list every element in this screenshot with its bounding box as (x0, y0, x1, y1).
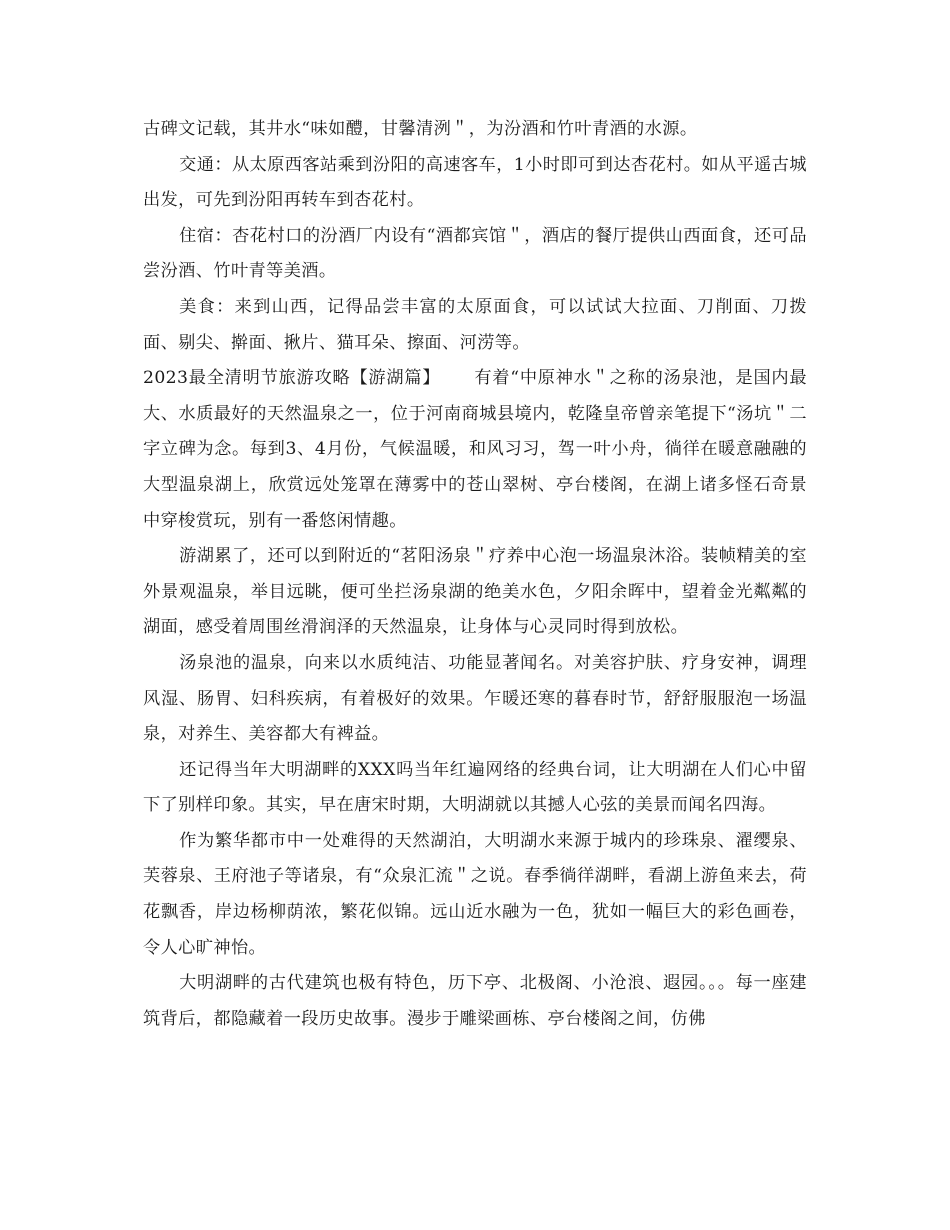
section-heading: 2023最全清明节旅游攻略【游湖篇】 (143, 368, 441, 389)
paragraph: 古碑文记载，其井水“味如醴，甘馨清洌＂，为汾酒和竹叶青酒的水源。 (143, 119, 698, 139)
paragraph: 大明湖畔的古代建筑也极有特色，历下亭、北极阁、小沧浪、遐园。。。每一座建筑背后，都隐藏着一段历史故事。漫步于雕梁画栋、亭台楼阁之间，仿佛 (143, 973, 807, 1029)
paragraph: 汤泉池的温泉，向来以水质纯洁、功能显著闻名。对美容护肤、疗身安神，调理风湿、肠胃、妇科疾病，有着极好的效果。乍暖还寒的暮春时节，舒舒服服泡一场温泉，对养生、美容都大有裨益。 (143, 652, 807, 745)
section-paragraph (143, 361, 807, 539)
paragraph: 交通：从太原西客站乘到汾阳的高速客车，1小时即可到达杏花村。如从平遥古城出发，可先到汾阳再转车到杏花村。 (143, 154, 807, 211)
paragraph: 游湖累了，还可以到附近的“茗阳汤泉＂疗养中心泡一场温泉沐浴。装帧精美的室外景观温泉，举目远眺，便可坐拦汤泉湖的绝美水色，夕阳余晖中，望着金光粼粼的湖面，感受着周围丝滑润泽的天然温泉，让身体与心灵同时得到放松。 (143, 546, 807, 638)
document-page (143, 112, 807, 1037)
paragraph: 作为繁华都市中一处难得的天然湖泊，大明湖水来源于城内的珍珠泉、濯缨泉、芙蓉泉、王府池子等诸泉，有“众泉汇流＂之说。春季徜徉湖畔，看湖上游鱼来去，荷花飘香，岸边杨柳荫浓，繁花似锦。远山近水融为一色，犹如一幅巨大的彩色画卷，令人心旷神怡。 (143, 830, 807, 958)
paragraph: 美食：来到山西，记得品尝丰富的太原面食，可以试试大拉面、刀削面、刀拨面、剔尖、擀面、揪片、猫耳朵、擦面、河涝等。 (143, 296, 807, 353)
paragraph: 还记得当年大明湖畔的XXX吗当年红遍网络的经典台词，让大明湖在人们心中留下了别样印象。其实，早在唐宋时期，大明湖就以其撼人心弦的美景而闻名四海。 (143, 759, 807, 816)
section-text: 有着“中原神水＂之称的汤泉池，是国内最大、水质最好的天然温泉之一，位于河南商城县境内，乾隆皇帝曾亲笔提下“汤坑＂二字立碑为念。每到3、4月份，气候温暖，和风习习，驾一叶小舟，徜徉在暖意融融的大型温泉湖上，欣赏远处笼罩在薄雾中的苍山翠树、亭台楼阁，在湖上诸多怪石奇景中穿梭赏玩，别有一番悠闲情趣。 (143, 368, 807, 531)
paragraph: 住宿：杏花村口的汾酒厂内设有“酒都宾馆＂，酒店的餐厅提供山西面食，还可品尝汾酒、竹叶青等美酒。 (143, 225, 807, 282)
